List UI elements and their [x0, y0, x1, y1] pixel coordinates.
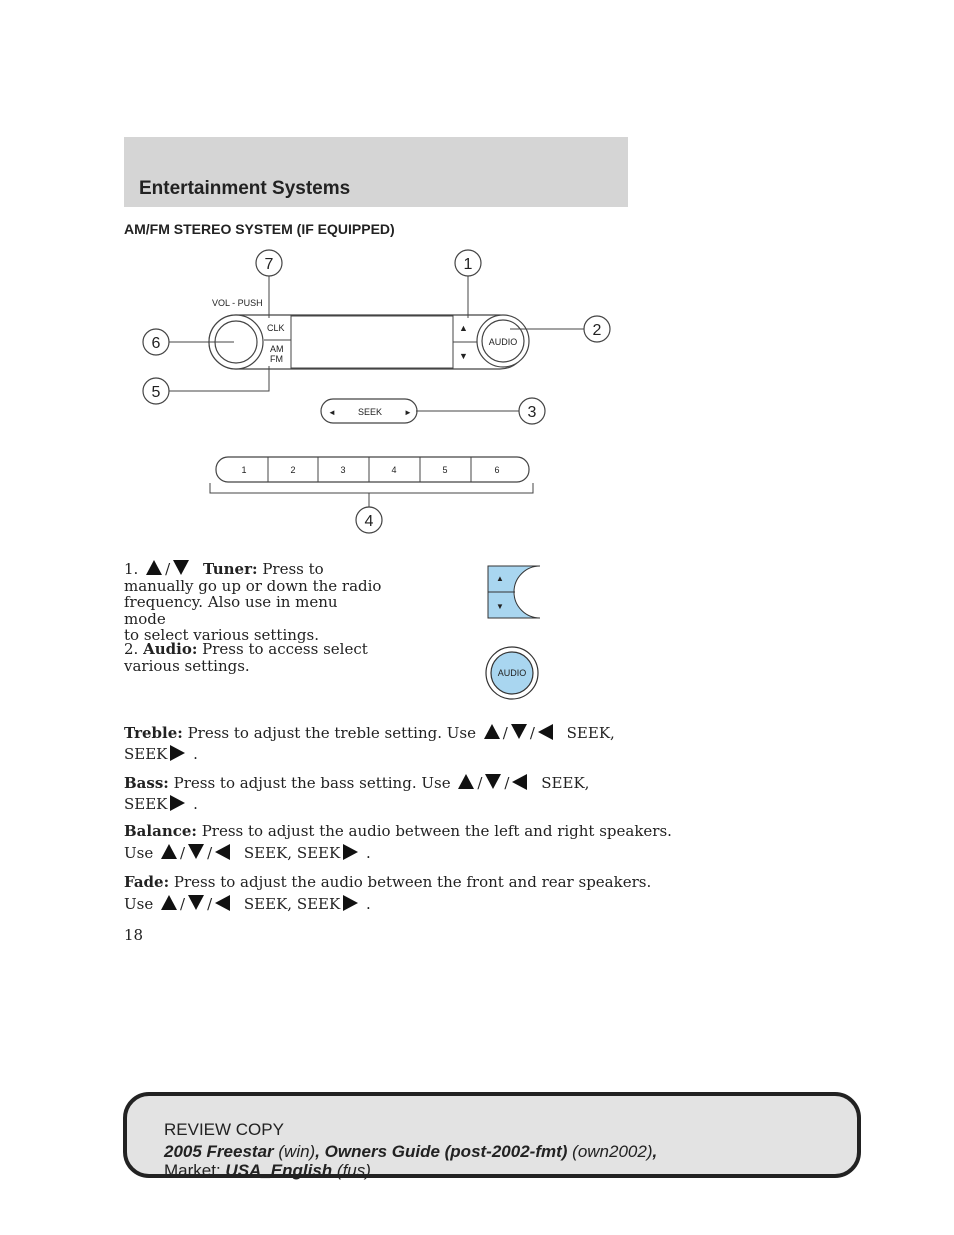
section-title: AM/FM STEREO SYSTEM (IF EQUIPPED) — [124, 221, 395, 237]
up-arrow-icon — [484, 724, 500, 739]
preset-bar — [216, 457, 529, 482]
audio-icon-label: AUDIO — [497, 668, 527, 678]
svg-text:2: 2 — [592, 322, 602, 339]
right-arrow-icon — [343, 844, 358, 860]
clk-label[interactable]: CLK — [267, 323, 285, 333]
audio-label-text: Audio: — [143, 640, 198, 658]
preset-5[interactable]: 5 — [442, 465, 448, 475]
radio-diagram — [0, 0, 954, 560]
footer-model-line: 2005 Freestar (win), Owners Guide (post-2002-fmt) (own2002), — [164, 1142, 658, 1161]
fm-label[interactable]: FM — [270, 354, 283, 364]
seek-right-arrow[interactable]: ► — [404, 408, 412, 417]
audio-label: AUDIO — [488, 337, 518, 347]
callout-3 — [519, 398, 545, 424]
svg-text:1: 1 — [463, 256, 473, 273]
right-arrow-icon — [343, 895, 358, 911]
tuner-description: 1. / Tuner: Press to manually go up or down the radio frequency. Also use in menu mode to select various settings. — [124, 560, 382, 644]
left-arrow-icon — [512, 774, 527, 790]
left-arrow-icon — [538, 724, 553, 740]
preset-3[interactable]: 3 — [340, 465, 346, 475]
tuner-down-arrow[interactable]: ▼ — [459, 351, 468, 361]
preset-1[interactable]: 1 — [241, 465, 247, 475]
tuner-label: Tuner: — [202, 560, 258, 578]
audio-description: 2. Audio: Press to access select various settings. — [124, 640, 368, 675]
svg-text:7: 7 — [264, 256, 274, 273]
callout-5 — [143, 378, 169, 404]
review-copy-footer — [123, 1092, 861, 1178]
bass-description: Bass: Press to adjust the bass setting. Use / / SEEK, SEEK . — [124, 774, 590, 813]
seek-left-arrow[interactable]: ◄ — [328, 408, 336, 417]
up-arrow-icon — [146, 560, 162, 575]
treble-description: Treble: Press to adjust the treble setting. Use / / SEEK, SEEK . — [124, 724, 615, 763]
chapter-title: Entertainment Systems — [139, 178, 351, 199]
tuner-icon — [487, 564, 545, 620]
callout-4 — [356, 507, 382, 533]
tuner-icon-down: ▼ — [496, 602, 504, 611]
svg-text:5: 5 — [151, 384, 161, 401]
page-number: 18 — [124, 926, 144, 944]
up-arrow-icon — [458, 774, 474, 789]
balance-description: Balance: Press to adjust the audio between the left and right speakers. Use / / SEEK, SEEK . — [124, 822, 672, 862]
preset-2[interactable]: 2 — [290, 465, 296, 475]
left-arrow-icon — [215, 844, 230, 860]
seek-label: SEEK — [357, 407, 383, 417]
down-arrow-icon — [485, 774, 501, 789]
tuner-up-arrow[interactable]: ▲ — [459, 323, 468, 333]
svg-text:3: 3 — [527, 404, 537, 421]
callout-2 — [584, 316, 610, 342]
down-arrow-icon — [173, 560, 189, 575]
footer-market-line: Market: USA_English (fus) — [164, 1161, 371, 1180]
radio-display — [291, 316, 453, 368]
vol-push-label: VOL - PUSH — [212, 298, 263, 308]
footer-review-copy: REVIEW COPY — [164, 1120, 284, 1139]
down-arrow-icon — [511, 724, 527, 739]
am-label[interactable]: AM — [270, 344, 284, 354]
preset-4[interactable]: 4 — [391, 465, 397, 475]
up-arrow-icon — [161, 895, 177, 910]
callout-7 — [256, 250, 282, 276]
fade-description: Fade: Press to adjust the audio between the front and rear speakers. Use / / SEEK, SEEK . — [124, 873, 652, 913]
audio-icon — [484, 645, 540, 701]
left-arrow-icon — [215, 895, 230, 911]
svg-text:4: 4 — [364, 513, 374, 530]
svg-text:6: 6 — [151, 335, 161, 352]
preset-6[interactable]: 6 — [494, 465, 500, 475]
up-arrow-icon — [161, 844, 177, 859]
callout-6 — [143, 329, 169, 355]
right-arrow-icon — [170, 795, 185, 811]
right-arrow-icon — [170, 745, 185, 761]
down-arrow-icon — [188, 895, 204, 910]
down-arrow-icon — [188, 844, 204, 859]
tuner-icon-up: ▲ — [496, 574, 504, 583]
callout-1 — [455, 250, 481, 276]
